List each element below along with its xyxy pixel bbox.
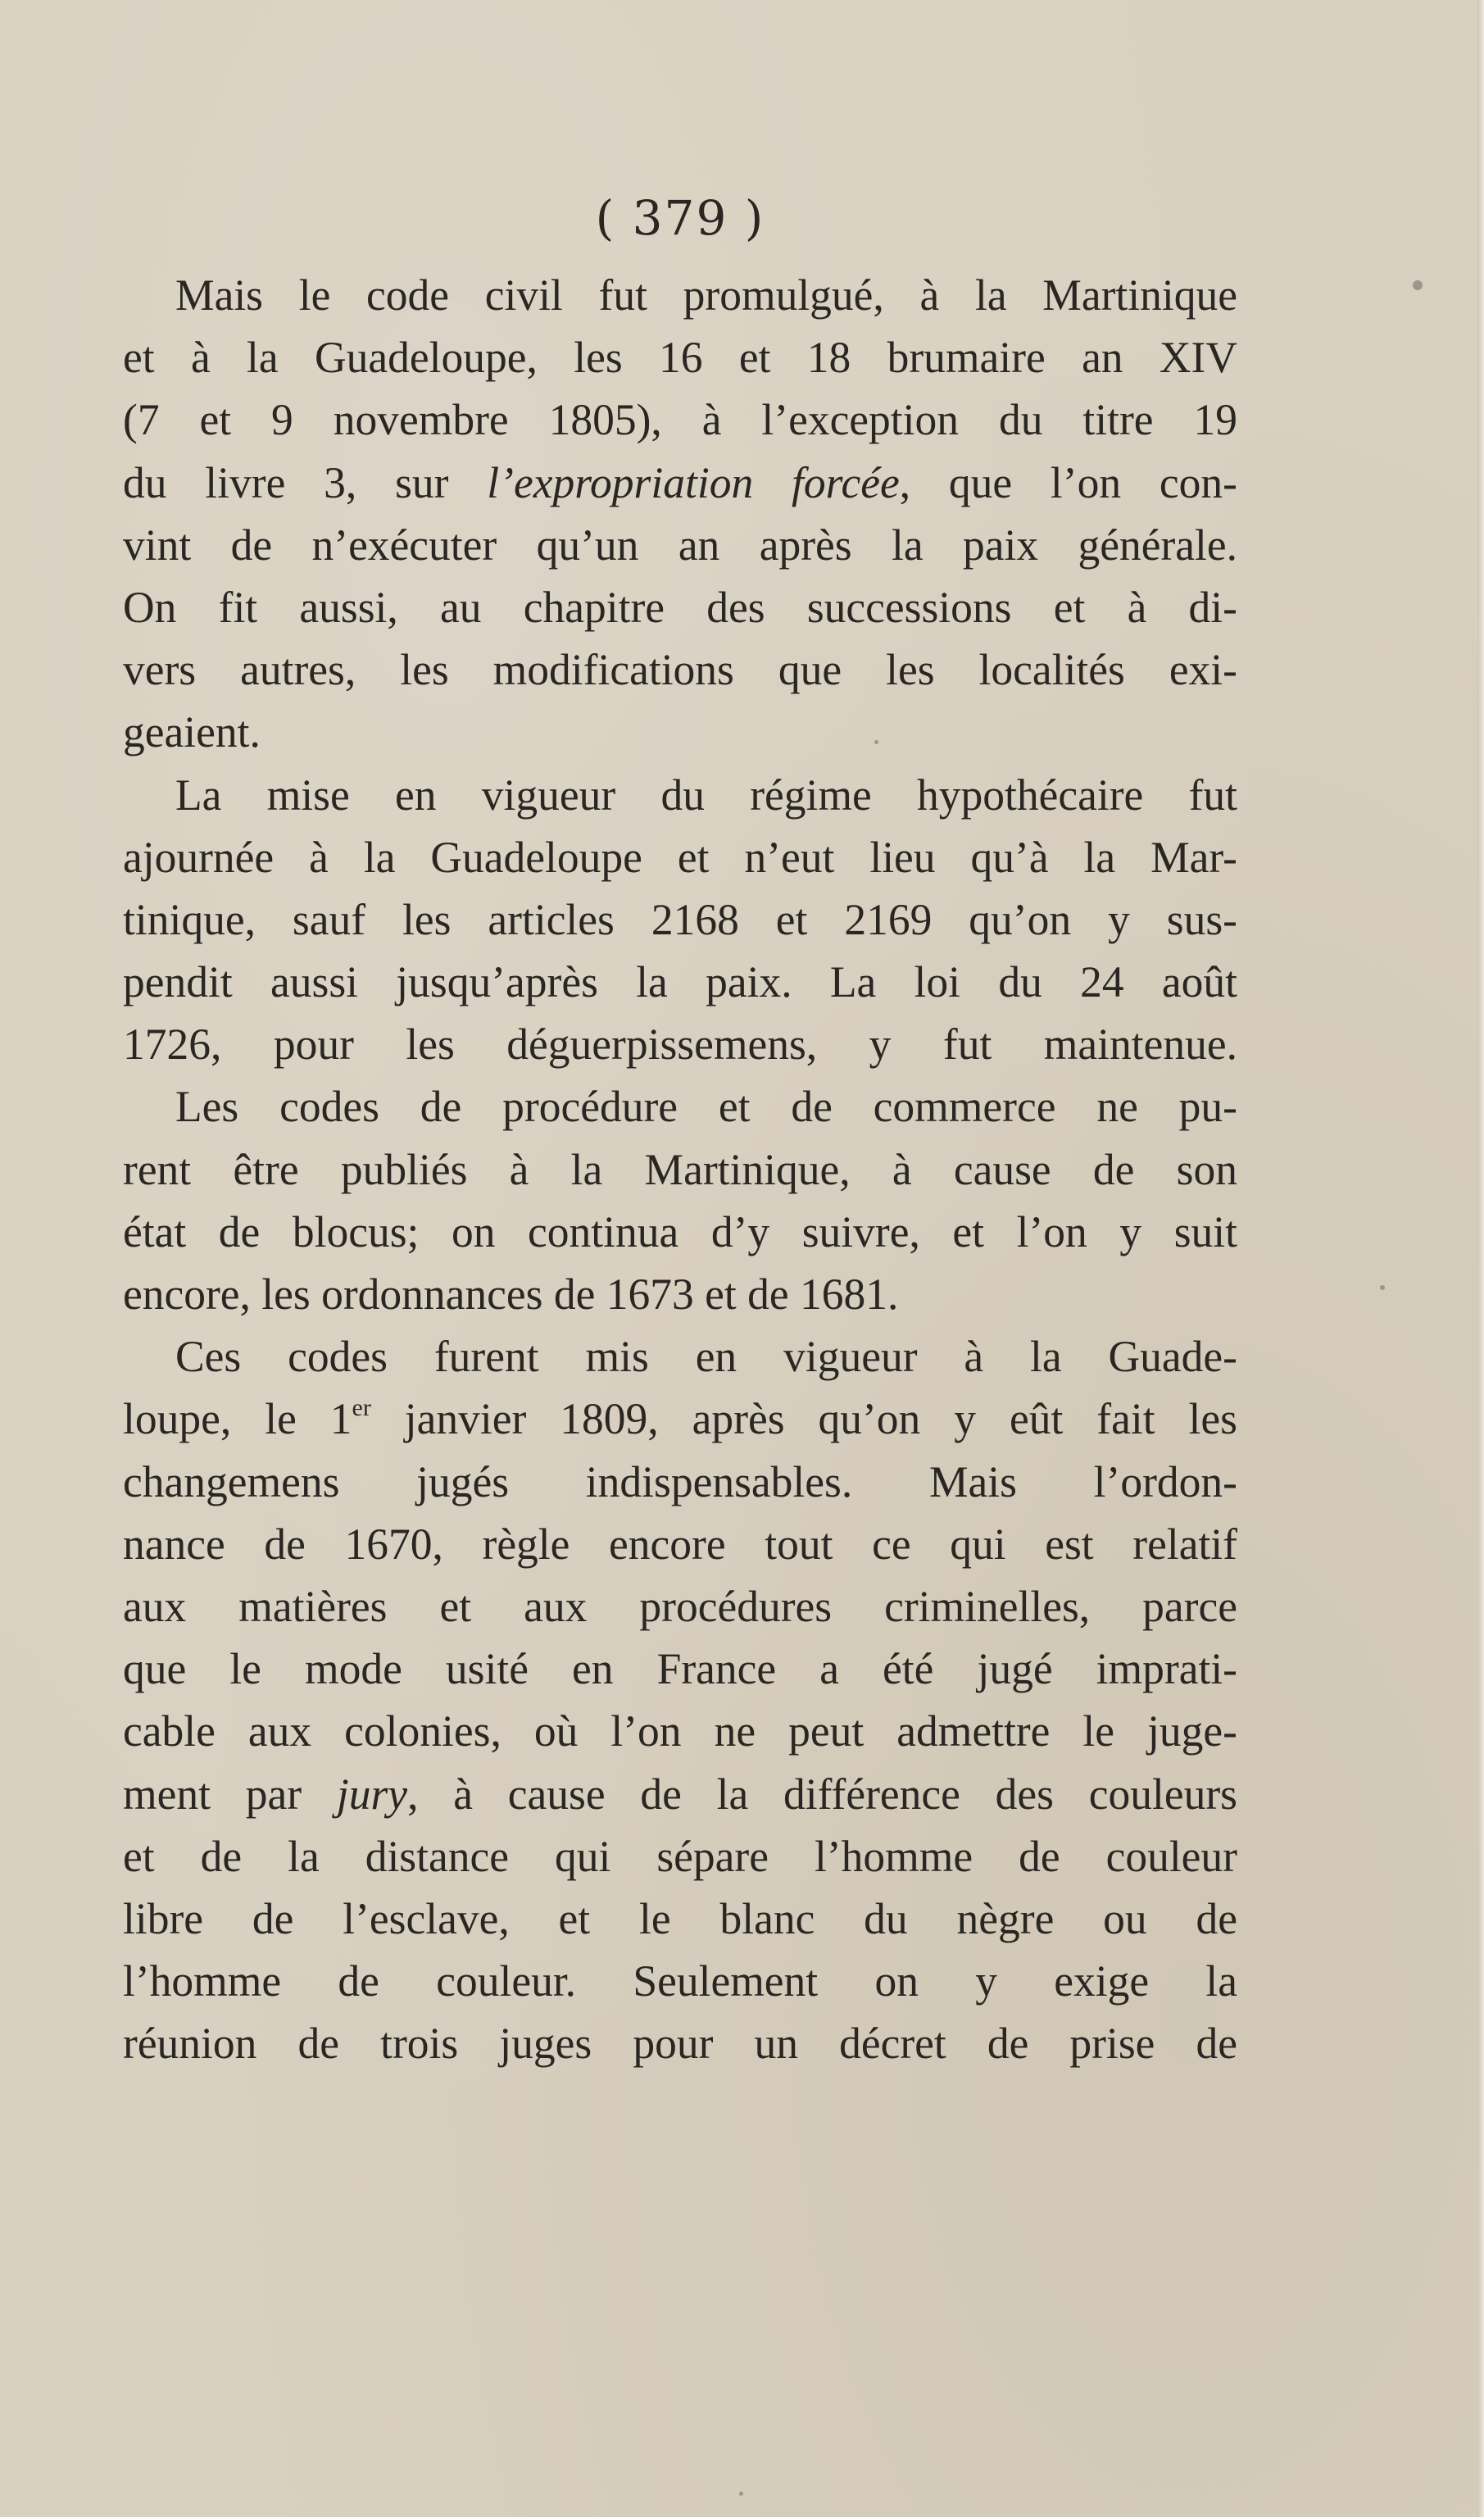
text-line: du livre 3, sur l’expropriation forcée, que l’on con- [123,457,1237,507]
paper-speck [874,740,878,744]
text-line: libre de l’esclave, et le blanc du nègre ou de [123,1893,1237,1943]
italic-term: jury [336,1769,408,1819]
text-line: ajournée à la Guadeloupe et n’eut lieu qu’à la Mar- [123,832,1237,882]
text-line: On fit aussi, au chapitre des successions et à di- [123,582,1237,632]
page-number: ( 379 ) [595,190,765,246]
text-line: encore, les ordonnances de 1673 et de 1681. [123,1270,899,1319]
body-text [123,264,1237,2074]
text-line: loupe, le 1er janvier 1809, après qu’on y eût fait les [123,1394,1237,1444]
italic-term: l’expropriation forcée [487,457,900,507]
text-line: l’homme de couleur. Seulement on y exige la [123,1956,1237,2006]
superscript: er [352,1394,371,1422]
text-line: que le mode usité en France a été jugé imprati- [123,1644,1237,1694]
text-line: et de la distance qui sépare l’homme de couleur [123,1831,1237,1881]
text-line: geaient. [123,707,261,757]
text-line: pendit aussi jusqu’après la paix. La loi du 24 août [123,957,1237,1007]
text-line: (7 et 9 novembre 1805), à l’exception du titre 19 [123,395,1237,445]
text-line: nance de 1670, règle encore tout ce qui est relatif [123,1519,1237,1569]
text-line: réunion de trois juges pour un décret de prise de [123,2019,1237,2069]
page-edge [1477,0,1484,2517]
text-line: Mais le code civil fut promulgué, à la Martinique [175,270,1237,320]
text-line: vers autres, les modifications que les localités exi- [123,645,1237,695]
text-line: ment par jury, à cause de la différence des couleurs [123,1769,1238,1819]
text-line: et à la Guadeloupe, les 16 et 18 brumaire an XIV [123,333,1237,383]
text-line: 1726, pour les déguerpissemens, y fut maintenue. [123,1020,1237,1070]
paper-speck [1413,280,1423,290]
text-line: Ces codes furent mis en vigueur à la Guade- [175,1332,1237,1382]
paper-speck [1380,1285,1385,1290]
text-line: vint de n’exécuter qu’un an après la paix générale. [123,520,1237,570]
text-line: changemens jugés indispensables. Mais l’ordon- [123,1456,1237,1506]
text-line: tinique, sauf les articles 2168 et 2169 qu’on y sus- [123,894,1237,944]
text-line: La mise en vigueur du régime hypothécaire fut [175,770,1237,820]
text-line: aux matières et aux procédures criminelles, parce [123,1581,1237,1631]
text-line: rent être publiés à la Martinique, à cause de son [123,1144,1237,1194]
paper-speck [739,2492,743,2496]
text-line: Les codes de procédure et de commerce ne pu- [175,1082,1237,1132]
text-line: état de blocus; on continua d’y suivre, et l’on y suit [123,1206,1237,1256]
text-line: cable aux colonies, où l’on ne peut admettre le juge- [123,1706,1237,1756]
